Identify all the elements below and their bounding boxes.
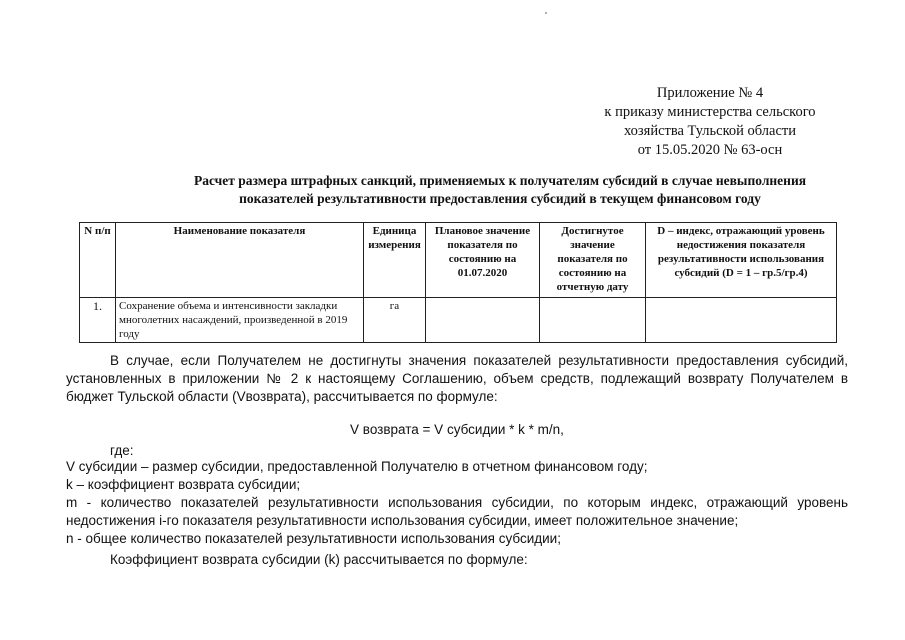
header-name: Наименование показателя xyxy=(116,223,364,298)
document-title xyxy=(120,172,880,208)
where-label: где: xyxy=(110,443,134,458)
cell-achieved xyxy=(540,298,646,343)
scan-speck xyxy=(545,12,547,14)
header-planned: Плановое значение показателя по состоянию на 01.07.2020 xyxy=(426,223,540,298)
paragraph-coefficient: Коэффициент возврата субсидии (k) рассчитывается по формуле: xyxy=(110,552,528,567)
definition-k: k – коэффициент возврата субсидии; xyxy=(66,477,301,492)
cell-index xyxy=(646,298,837,343)
header-achieved: Достигнутое значение показателя по состоянию на отчетную дату xyxy=(540,223,646,298)
cell-planned xyxy=(426,298,540,343)
table-header-row xyxy=(80,223,837,298)
table-row xyxy=(80,298,837,343)
appendix-header xyxy=(560,84,860,160)
title-line-2: показателей результативности предоставления субсидий в текущем финансовом году xyxy=(239,191,761,206)
title-line-1: Расчет размера штрафных санкций, применяемых к получателям субсидий в случае невыполнения xyxy=(193,173,807,188)
definition-n: n - общее количество показателей результативности использования субсидии; xyxy=(66,531,561,546)
appendix-date-line: от 15.05.2020 № 63-осн xyxy=(637,142,783,158)
cell-name: Сохранение объема и интенсивности закладки многолетних насаждений, произведенной в 2019 году xyxy=(116,298,364,343)
definition-v-subsidy: V субсидии – размер субсидии, предоставленной Получателю в отчетном финансовом году; xyxy=(66,459,648,474)
definition-m: m - количество показателей результативности использования субсидии, по которым индекс, отражающий уровень недостижения i-го показателя результативности использования субсидии, имеет положительное значение; xyxy=(66,495,848,528)
cell-num: 1. xyxy=(80,298,116,343)
paragraph-condition: В случае, если Получателем не достигнуты значения показателей результативности предоставления субсидий, установленных в приложении № 2 к настоящему Соглашению, объем средств, подлежащий возврату Получателем в бюджет Тульской области (Vвозврата), рассчитывается по формуле: xyxy=(66,353,848,404)
appendix-ministry-line: хозяйства Тульской области xyxy=(623,123,797,139)
header-num: N п/п xyxy=(80,223,116,298)
header-index: D – индекс, отражающий уровень недостижения показателя результативности использования субсидий (D = 1 – гр.5/гр.4) xyxy=(646,223,837,298)
appendix-title: Приложение № 4 xyxy=(656,85,764,101)
appendix-order-line: к приказу министерства сельского xyxy=(604,104,816,120)
cell-unit: га xyxy=(364,298,426,343)
sanctions-table xyxy=(79,222,837,343)
formula-refund: V возврата = V субсидии * k * m/n, xyxy=(350,422,564,437)
header-unit: Единица измерения xyxy=(364,223,426,298)
